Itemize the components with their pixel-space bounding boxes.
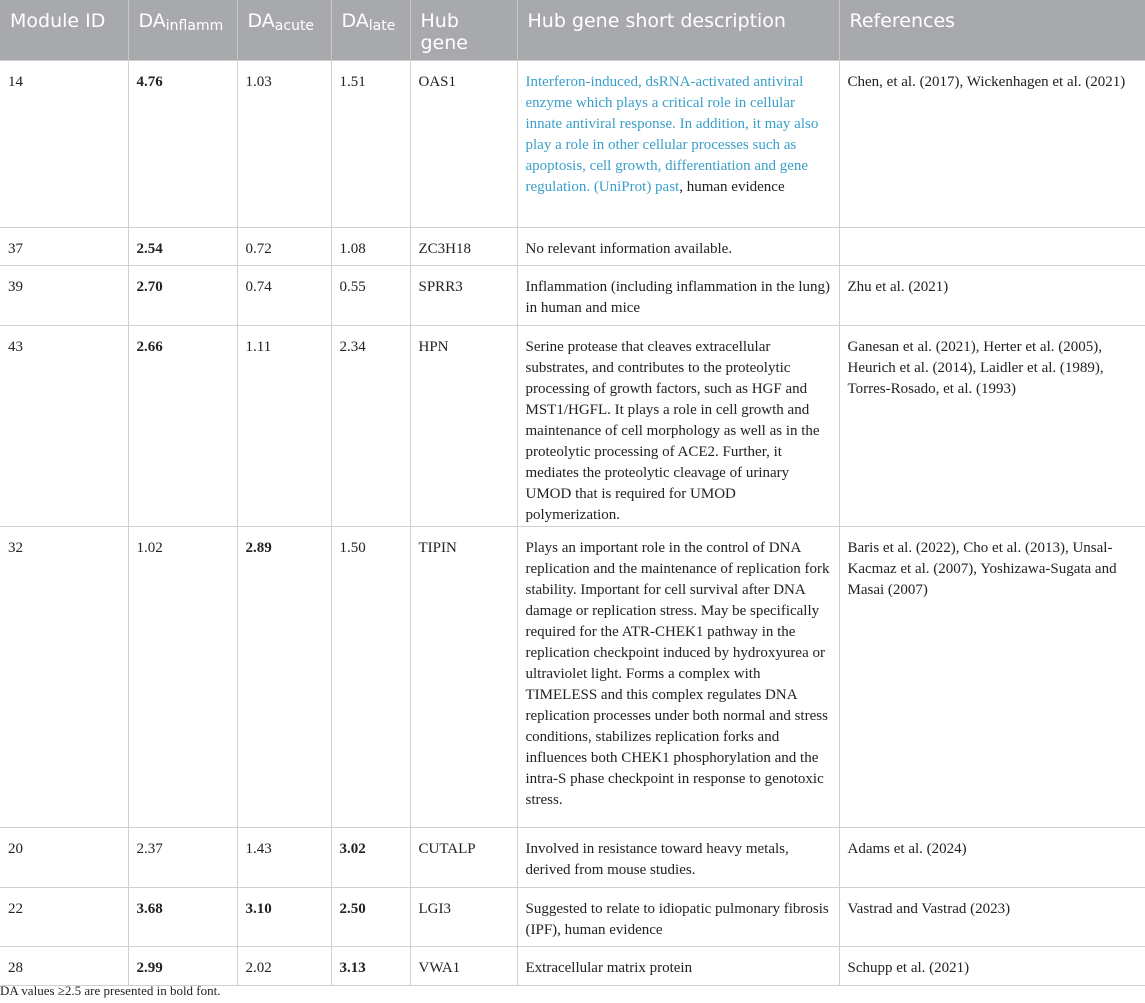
cell-da-late: 0.55: [331, 265, 410, 325]
cell-da-inflamm: 1.02: [128, 526, 237, 827]
cell-da-late: 3.13: [331, 946, 410, 985]
cell-da-late: 1.51: [331, 60, 410, 227]
cell-references: Vastrad and Vastrad (2023): [839, 887, 1145, 946]
cell-hub-gene: SPRR3: [410, 265, 517, 325]
header-description: Hub gene short description: [517, 0, 839, 60]
cell-da-acute: 2.89: [237, 526, 331, 827]
cell-hub-gene: HPN: [410, 325, 517, 526]
table-row: [0, 227, 1145, 265]
cell-hub-gene: VWA1: [410, 946, 517, 985]
header-hub-gene: Hub gene: [410, 0, 517, 60]
cell-description: No relevant information available.: [517, 227, 839, 265]
header-da-late: $DA_{late}$: [331, 0, 410, 60]
cell-module-id: 28: [0, 946, 128, 985]
cell-da-inflamm: 3.68: [128, 887, 237, 946]
header-row: [0, 0, 1145, 60]
cell-module-id: 22: [0, 887, 128, 946]
cell-da-late: 1.50: [331, 526, 410, 827]
table-row: [0, 887, 1145, 946]
uniprot-link[interactable]: Interferon-induced, dsRNA-activated antiviral enzyme which plays a critical role in cellular innate antiviral response. In addition, it may also play a role in other cellular processes such as apoptosis, cell growth, differentiation and gene regulation. (UniProt) past: [525, 73, 819, 195]
cell-module-id: 20: [0, 827, 128, 887]
cell-description: Extracellular matrix protein: [517, 946, 839, 985]
table-footnote: DA values ≥2.5 are presented in bold font.: [0, 983, 221, 998]
cell-da-acute: 1.43: [237, 827, 331, 887]
cell-da-inflamm: 2.37: [128, 827, 237, 887]
cell-references: Baris et al. (2022), Cho et al. (2013), Unsal-Kacmaz et al. (2007), Yoshizawa-Sugata and Masai (2007): [839, 526, 1145, 827]
cell-description: Inflammation (including inflammation in the lung) in human and mice: [517, 265, 839, 325]
table-row: [0, 325, 1145, 526]
table-row: [0, 946, 1145, 985]
cell-da-acute: 0.74: [237, 265, 331, 325]
cell-da-late: 2.50: [331, 887, 410, 946]
cell-module-id: 32: [0, 526, 128, 827]
cell-references: [839, 227, 1145, 265]
cell-references: Schupp et al. (2021): [839, 946, 1145, 985]
cell-references: Ganesan et al. (2021), Herter et al. (2005), Heurich et al. (2014), Laidler et al. (1989), Torres-Rosado, et al. (1993): [839, 325, 1145, 526]
cell-da-acute: 1.03: [237, 60, 331, 227]
cell-module-id: 14: [0, 60, 128, 227]
cell-description: [517, 60, 839, 227]
cell-da-inflamm: 4.76: [128, 60, 237, 227]
cell-description: Suggested to relate to idiopatic pulmonary fibrosis (IPF), human evidence: [517, 887, 839, 946]
header-da-acute: $DA_{acute}$: [237, 0, 331, 60]
table-row: [0, 526, 1145, 827]
cell-da-late: 1.08: [331, 227, 410, 265]
header-references: References: [839, 0, 1145, 60]
header-module-id: Module ID: [0, 0, 128, 60]
cell-hub-gene: OAS1: [410, 60, 517, 227]
cell-hub-gene: CUTALP: [410, 827, 517, 887]
cell-references: Adams et al. (2024): [839, 827, 1145, 887]
cell-description: Serine protease that cleaves extracellular substrates, and contributes to the proteolytic processing of growth factors, such as HGF and MST1/HGFL. It plays a role in cell growth and maintenance of cell morphology as well as in the proteolytic processing of ACE2. Further, it mediates the proteolytic cleavage of urinary UMOD that is required for UMOD polymerization.: [517, 325, 839, 526]
cell-references: Chen, et al. (2017), Wickenhagen et al. (2021): [839, 60, 1145, 227]
cell-da-acute: 1.11: [237, 325, 331, 526]
cell-module-id: 43: [0, 325, 128, 526]
table-row: [0, 827, 1145, 887]
cell-module-id: 39: [0, 265, 128, 325]
cell-da-inflamm: 2.70: [128, 265, 237, 325]
cell-da-inflamm: 2.66: [128, 325, 237, 526]
cell-description: Plays an important role in the control of DNA replication and the maintenance of replication fork stability. Important for cell survival after DNA damage or replication stress. May be specifically required for the ATR-CHEK1 pathway in the replication checkpoint induced by hydroxyurea or ultraviolet light. Forms a complex with TIMELESS and this complex regulates DNA replication processes under both normal and stress conditions, stabilizes replication forks and influences both CHEK1 phosphorylation and the intra-S phase checkpoint in response to genotoxic stress.: [517, 526, 839, 827]
cell-da-late: 3.02: [331, 827, 410, 887]
cell-references: Zhu et al. (2021): [839, 265, 1145, 325]
cell-da-acute: 3.10: [237, 887, 331, 946]
cell-hub-gene: LGI3: [410, 887, 517, 946]
cell-da-inflamm: 2.54: [128, 227, 237, 265]
table-row: [0, 265, 1145, 325]
cell-hub-gene: TIPIN: [410, 526, 517, 827]
cell-da-late: 2.34: [331, 325, 410, 526]
cell-description: Involved in resistance toward heavy metals, derived from mouse studies.: [517, 827, 839, 887]
cell-module-id: 37: [0, 227, 128, 265]
cell-da-inflamm: 2.99: [128, 946, 237, 985]
description-text: , human evidence: [679, 178, 785, 195]
table-row: [0, 60, 1145, 227]
cell-da-acute: 2.02: [237, 946, 331, 985]
cell-hub-gene: ZC3H18: [410, 227, 517, 265]
header-da-inflamm: $DA_{inflamm}$: [128, 0, 237, 60]
cell-da-acute: 0.72: [237, 227, 331, 265]
